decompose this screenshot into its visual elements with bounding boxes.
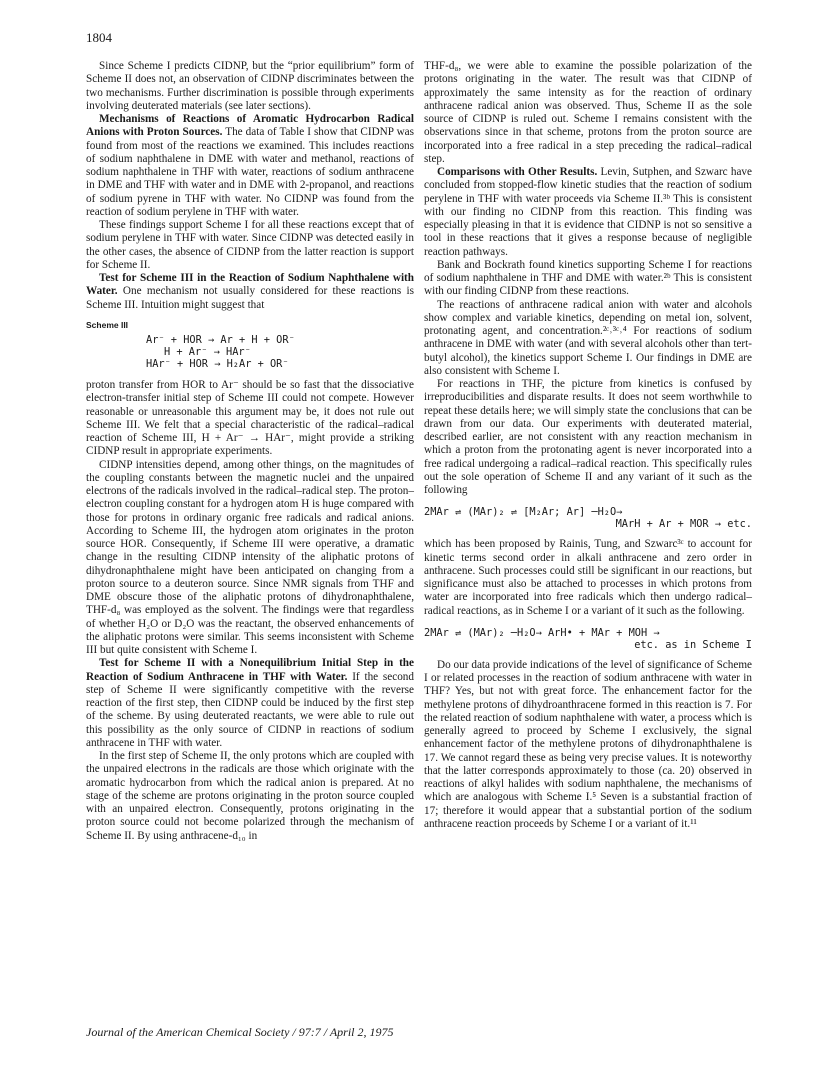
paragraph-text: which has been proposed by Rainis, Tung, and Szwarc³ᶜ to account for kinetic terms second order in alkali anthracene and zero order in anthracene. Such processes could still be significant in our reactions, but significance must also be attached to processes in which protons from water are incorporated into free radicals which then undergo radical–radical reactions, as in Scheme I or a variant of it such as the following. [424, 538, 752, 617]
paragraph [424, 378, 752, 497]
paragraph-text: THF-d₈, we were able to examine the possible polarization of the protons originating in the water. The result was that CIDNP of approximately the same intensity as for the reaction of ordinary anthracene radical anion was observed. Thus, Scheme II as the sole source of CIDNP is ruled out. Scheme I remains consistent with the observations since in that scheme, protons from the proton source are incorporated into a free radical in a step preceding the radical–radical step. [424, 60, 752, 165]
paragraph [86, 379, 414, 459]
paragraph-text: The reactions of anthracene radical anion with water and alcohols show complex and variable kinetics, depending on metal ion, solvent, protonating agent, and concentration.²ᶜ˒³ᶜ˒⁴ For reactions of sodium anthracene in DME with water (and with several alcohols other than tert-butyl alcohol), the kinetics support Scheme I. Our findings in DME are also consistent with Scheme I. [424, 298, 752, 377]
paragraph-text: If the second step of Scheme II were significantly competitive with the reverse reaction of the first step, then CIDNP could be induced by the first step of the scheme. By using deuterated reactants, we were able to rule out this possibility as the only source of CIDNP in reactions of sodium anthracene in THF with water. [86, 670, 414, 749]
paragraph-text: One mechanism not usually considered for these reactions is Scheme III. Intuition might suggest that [86, 285, 414, 311]
paragraph [86, 113, 414, 219]
section-heading: Mechanisms of Reactions of Aromatic Hydrocarbon Radical Anions with Proton Sources. [86, 113, 414, 139]
paragraph-text: Do our data provide indications of the level of significance of Scheme I or related processes in the reaction of sodium anthracene with water in THF? Yes, but not with great force. The enhancement factor for the methylene protons of dihydroanthracene formed in this reaction is 7. For the related reaction of sodium naphthalene with water, a process which is generally agreed to proceed by Scheme I exclusively, the signal enhancement factor of the methylene protons of dihydronaphthalene is 17. We cannot regard these as being very precise values. It is noteworthy that the latter corresponds approximately to those (ca. 20) observed in reactions of alkyl halides with sodium naphthalene, the mechanisms of which are analogous with Scheme I.⁵ Seven is a substantial fraction of 17; therefore it would appear that a substantial portion of the sodium anthracene reaction proceeds by Scheme I or a variant of it.¹¹ [424, 658, 752, 830]
equation-line: 2MAr ⇌ (MAr)₂ ⇌ [M₂Ar; Ar] ─H₂O→ [424, 506, 623, 519]
section-heading: Test for Scheme II with a Nonequilibrium Initial Step in the Reaction of Sodium Anthracene in THF with Water. [86, 657, 414, 683]
paragraph [86, 750, 414, 843]
section-heading: Comparisons with Other Results. [437, 166, 598, 178]
paragraph [86, 657, 414, 750]
paragraph [424, 299, 752, 379]
scheme-equation: Ar⁻ + HOR → Ar + H + OR⁻ [146, 334, 295, 346]
paragraph [424, 659, 752, 831]
page-number: 1804 [86, 30, 112, 45]
paragraph-text: For reactions in THF, the picture from kinetics is confused by irreproducibilities and disparate results. It does not seem worthwhile to repeat these details here; we will simply state the conclusions that can be drawn from our data. Our experiments with deuterated material, described earlier, are not consistent with any reaction mechanism in which a proton from the protonating agent is never incorporated into a free radical undergoing a radical–radical reaction. This specifically rules out the sole operation of Scheme II and any variant of it such as the following [424, 378, 752, 496]
equation-line: MArH + Ar + MOR → etc. [615, 518, 752, 531]
paragraph [86, 459, 414, 658]
scheme-equation: HAr⁻ + HOR → H₂Ar + OR⁻ [146, 358, 289, 370]
equation-1 [424, 506, 752, 530]
paragraph [424, 60, 752, 166]
paragraph-text: In the first step of Scheme II, the only protons which are coupled with the unpaired electrons in the radicals are those which originate with the aromatic hydrocarbon from which the radical anion is prepared. At no stage of the scheme are protons originating in the proton source coupled with an unpaired electron. Consequently, protons originating in the proton source could not become polarized through the mechanism of Scheme II. By using anthracene-d₁₀ in [86, 750, 414, 842]
paragraph [86, 219, 414, 272]
paragraph-text: CIDNP intensities depend, among other things, on the magnitudes of the coupling constants between the magnetic nuclei and the unpaired electrons of the radicals involved in the radical–radical step. The proton–electron coupling constant for a hydrogen atom H is huge compared with those for protons in ordinary organic free radicals and radical anions. According to Scheme III, the hydrogen atom originates in the proton source HOR. Consequently, if Scheme III were operative, a dramatic change in the resulting CIDNP intensity of the aliphatic protons of dihydronaphthalene might have been anticipated on changing from a proton source to a deuteron source. Since NMR signals from THF and DME obscure those of the aliphatic protons of dihydronaphthalene, THF-d₈ was employed as the solvent. The findings were that regardless of whether H₂O or D₂O was the reactant, the observed enhancements of the aliphatic protons were similar. This seems inconsistent with Scheme III but quite consistent with Scheme I. [86, 458, 414, 656]
right-column [424, 60, 752, 831]
paragraph [86, 272, 414, 312]
paragraph [424, 538, 752, 618]
paragraph-text: proton transfer from HOR to Ar⁻ should be so fast that the dissociative electron-transfer initial step of Scheme III could not compete. However reasonable or unreasonable this argument may be, it does not rule out Scheme III. We felt that a special characteristic of the radical–radical reaction of Scheme III, H + Ar⁻ → HAr⁻, might provide a striking CIDNP result in appropriate experiments. [86, 379, 414, 458]
paragraph-text: The data of Table I show that CIDNP was found from most of the reactions we examined. This includes reactions of sodium naphthalene in DME with water and methanol, reactions of sodium naphthalene in THF with water, reactions of sodium anthracene in DME and THF with water and in DME with 2-propanol, and reactions of sodium pyrene in THF with water. No CIDNP was found from the reaction of sodium perylene in THF with water. [86, 126, 414, 218]
scheme-equation: H + Ar⁻ → HAr⁻ [164, 346, 251, 358]
journal-footer: Journal of the American Chemical Society / 97:7 / April 2, 1975 [86, 1025, 394, 1039]
paragraph-text: Bank and Bockrath found kinetics supporting Scheme I for reactions of sodium naphthalene in THF and DME with water.²ᵇ This is consistent with our finding CIDNP from these reactions. [424, 258, 752, 298]
equation-line: etc. as in Scheme I [634, 638, 752, 651]
scheme-iii [86, 319, 414, 370]
paragraph-text: Levin, Sutphen, and Szwarc have concluded from stopped-flow kinetic studies that the reaction of sodium perylene in THF with water proceeds via Scheme II.³ᵇ This is consistent with our finding no CIDNP from this reaction. This finding was especially pleasing in that it is evidence that CIDNP is not so sensitive a tool in these reactions that it gives a response because of negligible reaction pathways. [424, 166, 752, 258]
paragraph-text: These findings support Scheme I for all these reactions except that of sodium perylene in THF with water. Since CIDNP was detected easily in the other cases, the absence of CIDNP from the latter reaction is support for Scheme II. [86, 219, 414, 271]
paragraph [424, 259, 752, 299]
scheme-label: Scheme III [86, 319, 129, 330]
paragraph [424, 166, 752, 259]
equation-line: 2MAr ⇌ (MAr)₂ ─H₂O→ ArH• + MAr + MOH → [424, 626, 660, 639]
section-heading: Test for Scheme III in the Reaction of Sodium Naphthalene with Water. [86, 272, 414, 298]
paragraph-text: Since Scheme I predicts CIDNP, but the “prior equilibrium” form of Scheme II does not, an observation of CIDNP discriminates between the two mechanisms. Further discrimination is possible through experiments involving deuterated materials (see later sections). [86, 60, 414, 112]
paragraph [86, 60, 414, 113]
left-column [86, 60, 414, 843]
equation-2 [424, 627, 752, 651]
